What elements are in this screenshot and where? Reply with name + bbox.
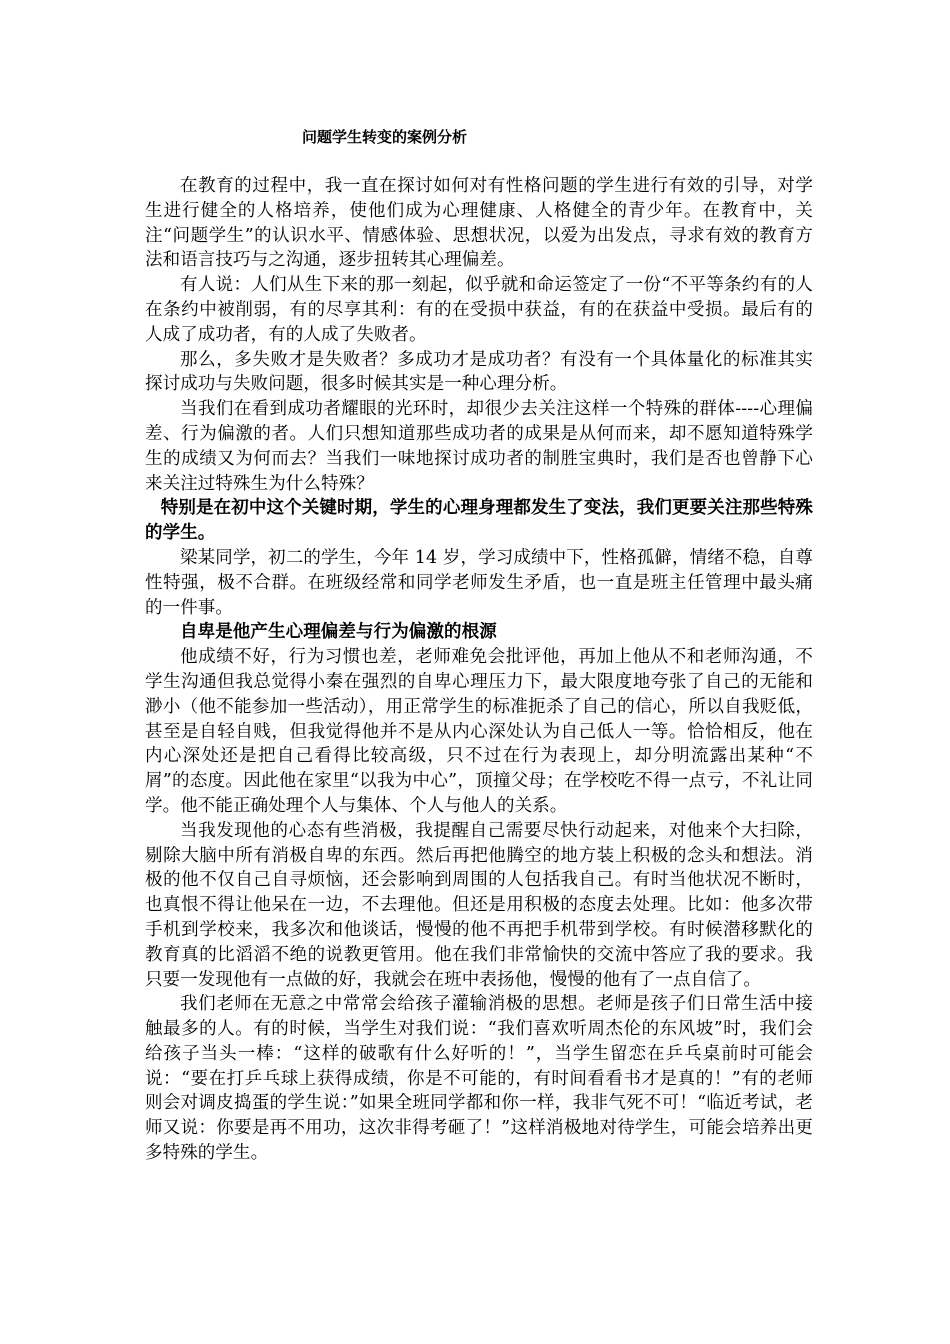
document-title: 问题学生转变的案例分析: [302, 128, 468, 146]
paragraph-success-question: 那么，多失败才是失败者？多成功才是成功者？有没有一个具体量化的标准其实探讨成功与失败问题，很多时候其实是一种心理分析。: [145, 349, 813, 395]
paragraph-student-case: 梁某同学，初二的学生，今年 14 岁，学习成绩中下，性格孤僻，情绪不稳，自尊性特强，极不合群。在班级经常和同学老师发生矛盾，也一直是班主任管理中最头痛的一件事。: [145, 547, 813, 618]
paragraph-intro: 在教育的过程中，我一直在探讨如何对有性格问题的学生进行有效的引导，对学生进行健全的人格培养，使他们成为心理健康、人格健全的青少年。在教育中，关注“问题学生”的认识水平、情感体验、思想状况，以爱为出发点，寻求有效的教育方法和语言技巧与之沟通，逐步扭转其心理偏差。: [145, 176, 813, 271]
paragraph-special-group: 当我们在看到成功者耀眼的光环时，却很少去关注这样一个特殊的群体----心理偏差、行为偏激的者。人们只想知道那些成功者的成果是从何而来，却不愿知道特殊学生的成绩又为何而去？当我们一味地探讨成功者的制胜宝典时，我们是否也曾静下心来关注过特殊生为什么特殊？: [145, 399, 813, 494]
paragraph-negative-teachers: 我们老师在无意之中常常会给孩子灌输消极的思想。老师是孩子们日常生活中接触最多的人。有的时候，当学生对我们说：“我们喜欢听周杰伦的东风坡”时，我们会给孩子当头一棒：“这样的破歌有什么好听的！”，当学生留恋在乒乓桌前时可能会说：“要在打乒乓球上获得成绩，你是不可能的，有时间看看书才是真的！”有的老师则会对调皮捣蛋的学生说：”如果全班同学都和你一样，我非气死不可！“临近考试，老师又说：你要是再不用功，这次非得考砸了！”这样消极地对待学生，可能会培养出更多特殊的学生。: [145, 994, 813, 1164]
paragraph-positive-action: 当我发现他的心态有些消极，我提醒自己需要尽快行动起来，对他来个大扫除，剔除大脑中所有消极自卑的东西。然后再把他腾空的地方装上积极的念头和想法。消极的他不仅自己自寻烦恼，还会影响到周围的人包括我自己。有时当他状况不断时，也真恨不得让他呆在一边，不去理他。但还是用积极的态度去处理。比如：他多次带手机到学校来，我多次和他谈话，慢慢的他不再把手机带到学校。有时候潜移默化的教育真的比滔滔不绝的说教更管用。他在我们非常愉快的交流中答应了我的要求。我只要一发现他有一点做的好，我就会在班中表扬他，慢慢的他有了一点自信了。: [145, 820, 813, 990]
paragraph-inferiority-analysis: 他成绩不好，行为习惯也差，老师难免会批评他，再加上他从不和老师沟通，不学生沟通但我总觉得小秦在强烈的自卑心理压力下，最大限度地夸张了自己的无能和渺小（他不能参加一些活动），用正常学生的标准扼杀了自己的信心，所以自我贬低，甚至是自轻自贱，但我觉得他并不是从内心深处认为自己低人一等。恰恰相反，他在内心深处还是把自己看得比较高级，只不过在行为表现上，却分明流露出某种“不屑”的态度。因此他在家里“以我为中心”，顶撞父母；在学校吃不得一点亏，不礼让同学。他不能正确处理个人与集体、个人与他人的关系。: [145, 647, 813, 816]
document-body: [145, 174, 813, 1166]
paragraph-fate: 有人说：人们从生下来的那一刻起，似乎就和命运签定了一份“不平等条约有的人在条约中被削弱，有的尽享其利：有的在受损中获益，有的在获益中受损。最后有的人成了成功者，有的人成了失败者。: [145, 275, 813, 345]
section-heading-inferiority: 自卑是他产生心理偏差与行为偏激的根源: [180, 622, 497, 643]
paragraph-key-period: 特别是在初中这个关键时期，学生的心理身理都发生了变法，我们更要关注那些特殊的学生。: [145, 498, 813, 544]
